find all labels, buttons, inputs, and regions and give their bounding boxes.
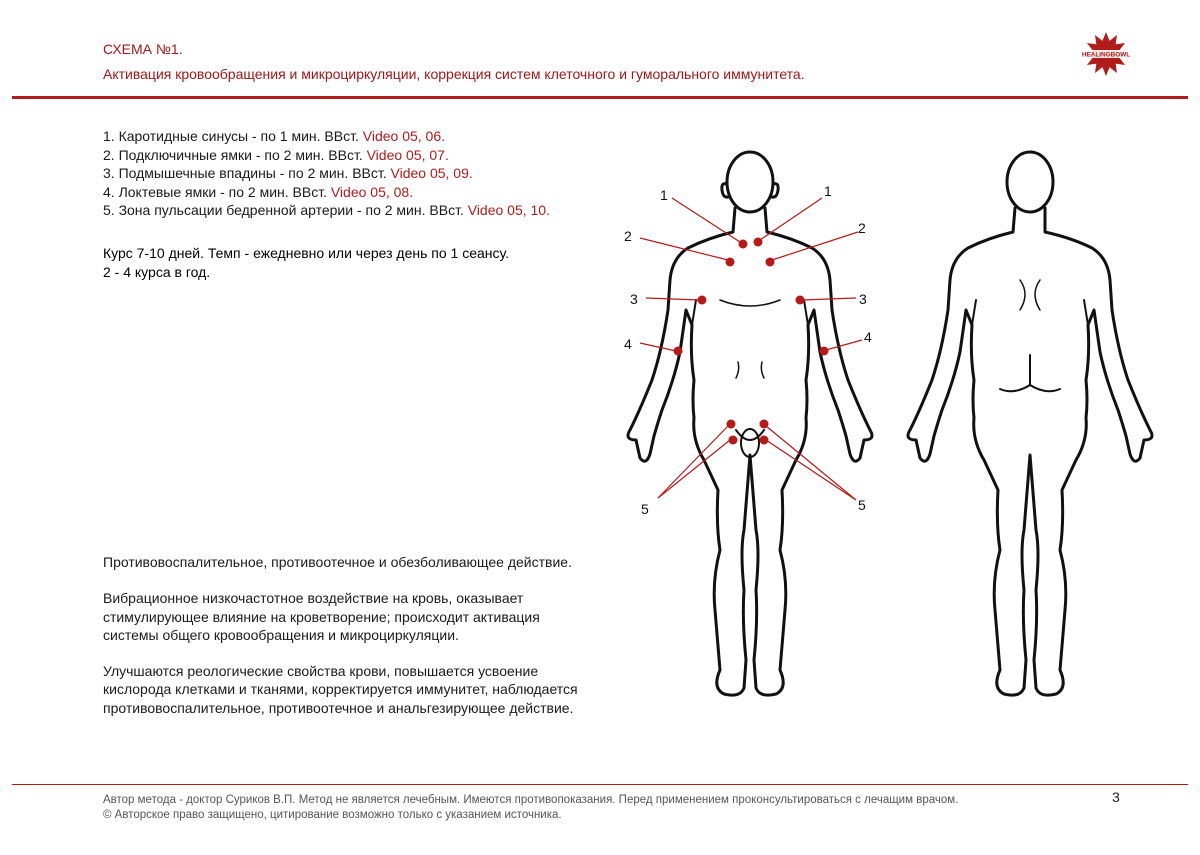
body-diagram (600, 140, 1200, 710)
procedure-list (103, 127, 550, 220)
video-reference: Video 05, 08. (330, 183, 414, 200)
video-reference: Video 05, 09. (390, 165, 473, 181)
list-item (103, 164, 550, 183)
video-reference: Video 05, 10. (467, 202, 550, 218)
femoral-point-left-lower (729, 436, 738, 445)
point-label-4-left: 4 (624, 336, 632, 352)
effects-description (103, 553, 593, 735)
list-item (103, 201, 550, 220)
healingbowl-logo (1075, 28, 1137, 84)
point-label-3-right: 3 (859, 291, 867, 307)
description-paragraph: Вибрационное низкочастотное воздействие на кровь, оказывает стимулирующее влияние на кроветворение; происходит активация системы общего кровообращения и микроциркуляции. (103, 590, 540, 643)
scheme-title: СХЕМА №1. (103, 41, 183, 57)
description-paragraph: Улучшаются реологические свойства крови, повышается усвоение кислорода клетками и тканями, корректируется иммунитет, наблюдается противовоспалительное, противоотечное и анальгезирующее действие. (103, 663, 578, 716)
point-label-3-left: 3 (630, 291, 638, 307)
description-paragraph: Противовоспалительное, противоотечное и обезболивающее действие. (103, 554, 572, 570)
list-item (103, 127, 550, 146)
disclaimer: Автор метода - доктор Суриков В.П. Метод не является лечебным. Имеются противопоказания. Перед применением проконсультироваться с лечащим врачом. (103, 794, 959, 806)
point-label-5-left: 5 (641, 501, 649, 517)
carotid-sinus-point-right (754, 238, 763, 247)
carotid-sinus-point-left (739, 240, 748, 249)
step-text: 2. Подключичные ямки - по 2 мин. ВВст. (103, 146, 367, 163)
front-body-outline (628, 152, 872, 695)
cubital-point-left (674, 347, 683, 356)
axillary-point-right (796, 296, 805, 305)
logo-text: HEALINGBOWL (1081, 51, 1131, 59)
page-number: 3 (1112, 789, 1120, 805)
footer (103, 793, 958, 823)
step-text: 4. Локтевые ямки - по 2 мин. ВВст. (103, 183, 331, 200)
point-label-4-right: 4 (864, 329, 872, 345)
point-label-1-right: 1 (824, 183, 832, 199)
video-reference: Video 05, 07. (366, 146, 449, 163)
femoral-point-right-upper (760, 420, 769, 429)
course-duration: Курс 7-10 дней. Темп - ежедневно или через день по 1 сеансу. (103, 245, 510, 261)
scheme-subtitle: Активация кровообращения и микроциркуляции, коррекция систем клеточного и гуморального иммунитета. (103, 66, 805, 82)
header-divider (12, 96, 1188, 99)
femoral-point-left-upper (727, 420, 736, 429)
subclavian-point-right (766, 258, 775, 267)
point-label-5-right: 5 (858, 497, 866, 513)
course-info (103, 244, 509, 282)
point-label-1-left: 1 (660, 187, 668, 203)
list-item (103, 183, 550, 202)
axillary-point-left (698, 296, 707, 305)
femoral-point-right-lower (760, 436, 769, 445)
step-text: 3. Подмышечные впадины - по 2 мин. ВВст. (103, 165, 391, 181)
footer-divider (12, 784, 1188, 785)
step-text: 5. Зона пульсации бедренной артерии - по 2 мин. ВВст. (103, 202, 468, 218)
video-reference: Video 05, 06. (362, 128, 446, 144)
step-text: 1. Каротидные синусы - по 1 мин. ВВст. (103, 128, 363, 144)
back-body-outline (908, 152, 1152, 695)
course-frequency: 2 - 4 курса в год. (103, 264, 211, 280)
point-label-2-left: 2 (624, 228, 632, 244)
list-item (103, 146, 550, 165)
point-label-2-right: 2 (858, 220, 866, 236)
subclavian-point-left (726, 258, 735, 267)
copyright: © Авторское право защищено, цитирование возможно только с указанием источника. (103, 809, 562, 821)
cubital-point-right (820, 347, 829, 356)
